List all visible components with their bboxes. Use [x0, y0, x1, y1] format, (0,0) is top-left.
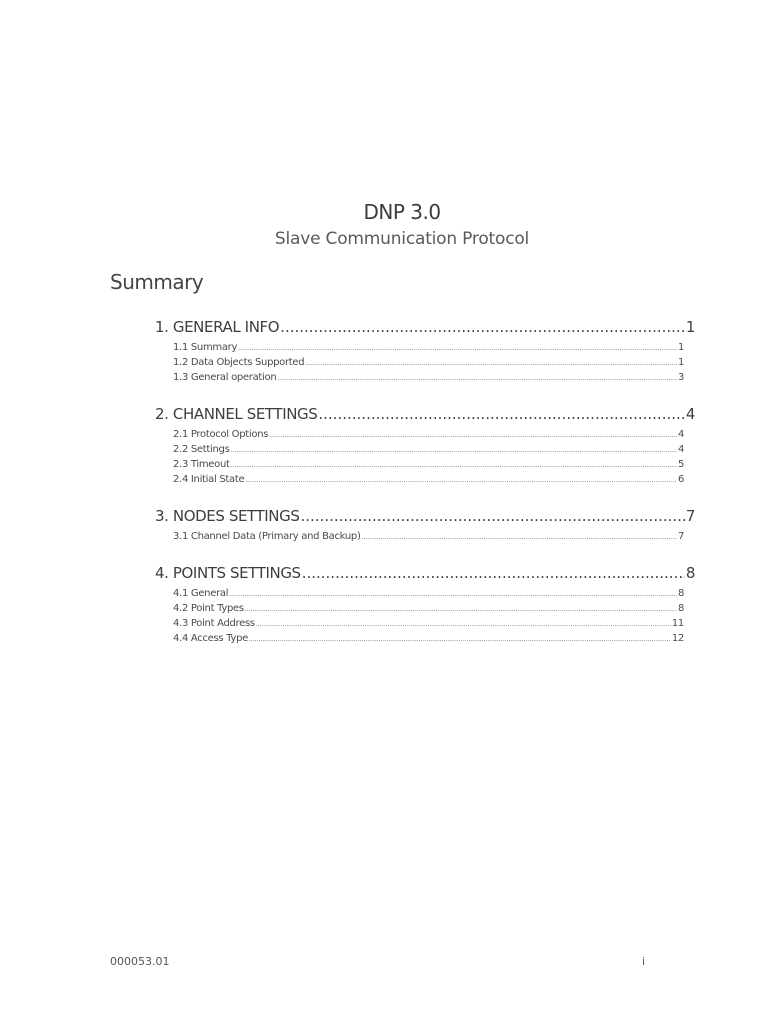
toc-subentry-label: 4.2 Point Types [173, 603, 244, 614]
document-subtitle: Slave Communication Protocol [274, 229, 530, 249]
document-code: 000053.01 [110, 955, 170, 968]
toc-subsection-list [173, 338, 684, 385]
toc-subentry[interactable] [173, 457, 684, 472]
toc-subentry-page: 1 [677, 357, 684, 368]
toc-subentry-page: 12 [671, 633, 684, 644]
toc-subentry-page: 6 [677, 474, 684, 485]
toc-subentry-page: 8 [677, 588, 684, 599]
toc-leader-dots [231, 442, 677, 457]
toc-leader-dots [231, 457, 677, 472]
toc-subsection-list [173, 584, 684, 646]
toc-subentry-label: 1.1 Summary [173, 342, 238, 353]
toc-subentry[interactable] [173, 370, 684, 385]
toc-entry-page: 4 [685, 405, 695, 423]
toc-entry-label: 4. POINTS SETTINGS [155, 564, 301, 582]
toc-leader-dots [256, 616, 671, 631]
toc-subentry-page: 3 [677, 372, 684, 383]
toc-subentry-page: 8 [677, 603, 684, 614]
toc-leader-dots [277, 370, 677, 385]
table-of-contents [155, 316, 695, 646]
toc-entry-general-info[interactable] [155, 316, 695, 338]
toc-leader-dots [305, 355, 677, 370]
toc-entry-nodes-settings[interactable] [155, 505, 695, 527]
toc-leader-dots [300, 505, 684, 527]
toc-leader-dots [318, 403, 684, 425]
toc-entry-channel-settings[interactable] [155, 403, 695, 425]
toc-subentry[interactable] [173, 616, 684, 631]
toc-subentry-label: 2.4 Initial State [173, 474, 245, 485]
toc-leader-dots [362, 529, 677, 544]
toc-entry-points-settings[interactable] [155, 562, 695, 584]
toc-subentry[interactable] [173, 427, 684, 442]
toc-subentry-label: 2.1 Protocol Options [173, 429, 269, 440]
toc-section [155, 316, 695, 385]
toc-leader-dots [269, 427, 677, 442]
toc-subentry-label: 1.2 Data Objects Supported [173, 357, 305, 368]
document-title: DNP 3.0 [363, 200, 441, 224]
toc-entry-page: 8 [685, 564, 695, 582]
toc-subentry-label: 2.2 Settings [173, 444, 230, 455]
toc-subentry[interactable] [173, 601, 684, 616]
toc-subentry-page: 4 [677, 444, 684, 455]
toc-subentry[interactable] [173, 529, 684, 544]
toc-entry-page: 7 [685, 507, 695, 525]
page-number: i [642, 955, 646, 968]
toc-subentry-label: 3.1 Channel Data (Primary and Backup) [173, 531, 361, 542]
toc-subentry[interactable] [173, 340, 684, 355]
toc-subsection-list [173, 527, 684, 544]
toc-subentry[interactable] [173, 472, 684, 487]
toc-entry-label: 3. NODES SETTINGS [155, 507, 300, 525]
toc-subentry[interactable] [173, 355, 684, 370]
toc-subentry-page: 7 [677, 531, 684, 542]
toc-subentry-label: 4.1 General [173, 588, 229, 599]
toc-subentry-page: 5 [677, 459, 684, 470]
toc-subentry[interactable] [173, 442, 684, 457]
toc-leader-dots [229, 586, 677, 601]
toc-leader-dots [245, 472, 677, 487]
toc-subentry-label: 4.4 Access Type [173, 633, 248, 644]
toc-section [155, 562, 695, 646]
toc-subentry-label: 1.3 General operation [173, 372, 277, 383]
toc-subentry[interactable] [173, 631, 684, 646]
toc-subentry-page: 1 [677, 342, 684, 353]
toc-leader-dots [302, 562, 685, 584]
toc-leader-dots [238, 340, 677, 355]
toc-entry-label: 2. CHANNEL SETTINGS [155, 405, 318, 423]
summary-heading: Summary [110, 270, 204, 294]
toc-entry-page: 1 [685, 318, 695, 336]
toc-subentry-page: 4 [677, 429, 684, 440]
toc-section [155, 505, 695, 544]
toc-subentry-label: 4.3 Point Address [173, 618, 255, 629]
toc-subentry-page: 11 [671, 618, 684, 629]
toc-section [155, 403, 695, 487]
toc-subsection-list [173, 425, 684, 487]
toc-subentry[interactable] [173, 586, 684, 601]
toc-leader-dots [245, 601, 677, 616]
toc-leader-dots [249, 631, 671, 646]
toc-leader-dots [280, 316, 685, 338]
toc-subentry-label: 2.3 Timeout [173, 459, 230, 470]
toc-entry-label: 1. GENERAL INFO [155, 318, 280, 336]
